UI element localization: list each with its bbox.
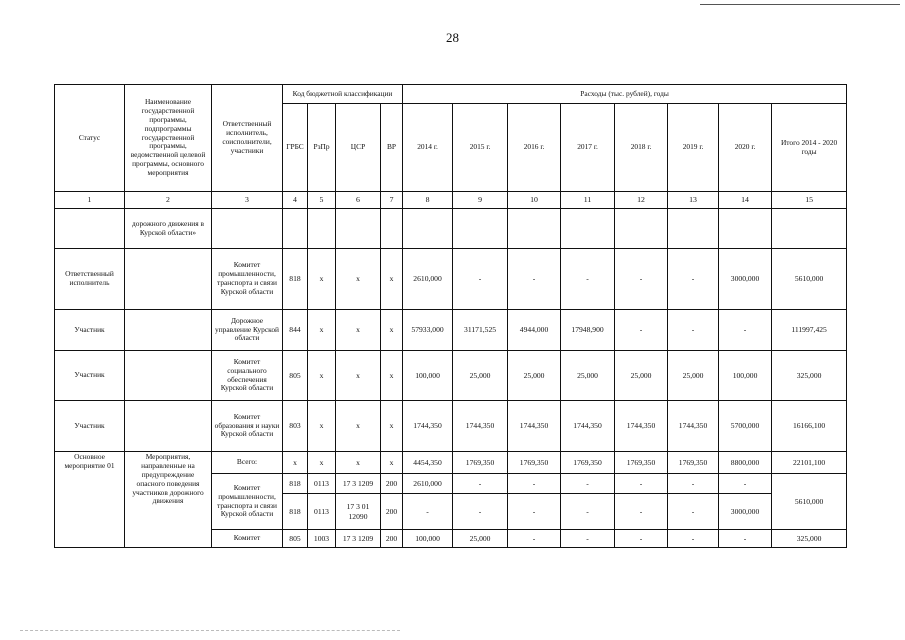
row-value: 2610,000 <box>403 249 453 310</box>
row-value: - <box>615 530 668 548</box>
row-status: Участник <box>55 310 125 351</box>
row-csr: х <box>336 351 381 401</box>
index-cell: 2 <box>125 192 212 209</box>
row-value: - <box>668 310 719 351</box>
row-value: 1744,350 <box>453 401 508 452</box>
row-status: Ответственный исполнитель <box>55 249 125 310</box>
row-vr: х <box>381 351 403 401</box>
row-value: 25,000 <box>453 351 508 401</box>
row-value: 31171,525 <box>453 310 508 351</box>
table-row <box>55 310 847 351</box>
top-rule <box>700 4 900 5</box>
row-total: 111997,425 <box>772 310 847 351</box>
row-grbs: х <box>283 452 308 474</box>
budget-table <box>54 84 847 548</box>
row-value: - <box>403 494 453 530</box>
row-vr: 200 <box>381 494 403 530</box>
row-csr: 17 3 01 12090 <box>336 494 381 530</box>
row-grbs: 803 <box>283 401 308 452</box>
row-name: дорожного движения в Курской области» <box>125 209 212 249</box>
row-value: - <box>719 530 772 548</box>
row-executor: Комитет промышленности, транспорта и связи Курской области <box>212 474 283 530</box>
scan-artifact <box>20 630 400 632</box>
header-year: 2018 г. <box>615 104 668 192</box>
row-rzpr: 0113 <box>308 494 336 530</box>
row-value: 4454,350 <box>403 452 453 474</box>
header-grbs: ГРБС <box>283 104 308 192</box>
table-row <box>55 401 847 452</box>
row-value: - <box>561 494 615 530</box>
index-cell: 11 <box>561 192 615 209</box>
row-executor: Комитет промышленности, транспорта и связи Курской области <box>212 249 283 310</box>
header-total: Итого 2014 - 2020 годы <box>772 104 847 192</box>
row-total: 325,000 <box>772 351 847 401</box>
row-value: - <box>561 530 615 548</box>
row-executor: Всего: <box>212 452 283 474</box>
row-total: 325,000 <box>772 530 847 548</box>
row-executor: Дорожное управление Курской области <box>212 310 283 351</box>
row-vr: 200 <box>381 530 403 548</box>
row-vr: х <box>381 249 403 310</box>
index-row <box>55 192 847 209</box>
header-expenses: Расходы (тыс. рублей), годы <box>403 85 847 104</box>
row-value: - <box>561 474 615 494</box>
index-cell: 12 <box>615 192 668 209</box>
index-cell: 7 <box>381 192 403 209</box>
row-value: - <box>508 474 561 494</box>
row-status: Участник <box>55 401 125 452</box>
row-value: 25,000 <box>615 351 668 401</box>
row-vr: х <box>381 401 403 452</box>
row-value: 25,000 <box>561 351 615 401</box>
row-value: 57933,000 <box>403 310 453 351</box>
index-cell: 6 <box>336 192 381 209</box>
row-csr: х <box>336 452 381 474</box>
row-executor: Комитет социального обеспечения Курской области <box>212 351 283 401</box>
header-year: 2019 г. <box>668 104 719 192</box>
row-value: 17948,900 <box>561 310 615 351</box>
header-year: 2014 г. <box>403 104 453 192</box>
row-rzpr: х <box>308 401 336 452</box>
row-value: 25,000 <box>453 530 508 548</box>
table-row <box>55 351 847 401</box>
index-cell: 5 <box>308 192 336 209</box>
row-value: - <box>615 474 668 494</box>
row-total: 22101,100 <box>772 452 847 474</box>
row-value: - <box>615 494 668 530</box>
row-value: 1769,350 <box>668 452 719 474</box>
row-rzpr: х <box>308 452 336 474</box>
index-cell: 13 <box>668 192 719 209</box>
header-year: 2016 г. <box>508 104 561 192</box>
row-grbs: 818 <box>283 494 308 530</box>
row-value: - <box>508 494 561 530</box>
header-year: 2020 г. <box>719 104 772 192</box>
row-grbs: 805 <box>283 530 308 548</box>
row-value: 1769,350 <box>615 452 668 474</box>
row-value: 2610,000 <box>403 474 453 494</box>
row-rzpr: 1003 <box>308 530 336 548</box>
table-row <box>55 249 847 310</box>
header-responsible: Ответственный исполнитель, соисполнители, участники <box>212 85 283 192</box>
row-total: 5610,000 <box>772 249 847 310</box>
row-value: 8800,000 <box>719 452 772 474</box>
row-value: 1769,350 <box>453 452 508 474</box>
row-value: - <box>453 249 508 310</box>
row-csr: х <box>336 401 381 452</box>
row-value: - <box>508 530 561 548</box>
header-vr: ВР <box>381 104 403 192</box>
row-grbs: 818 <box>283 474 308 494</box>
row-value: - <box>615 310 668 351</box>
header-year: 2017 г. <box>561 104 615 192</box>
row-value: 1769,350 <box>508 452 561 474</box>
row-rzpr: 0113 <box>308 474 336 494</box>
row-value: - <box>668 494 719 530</box>
header-rzpr: РзПр <box>308 104 336 192</box>
row-value: - <box>561 249 615 310</box>
index-cell: 3 <box>212 192 283 209</box>
header-status: Статус <box>55 85 125 192</box>
row-status: Участник <box>55 351 125 401</box>
row-value: 1744,350 <box>615 401 668 452</box>
index-cell: 8 <box>403 192 453 209</box>
row-csr: 17 3 1209 <box>336 530 381 548</box>
row-total: 5610,000 <box>772 474 847 530</box>
index-cell: 10 <box>508 192 561 209</box>
row-value: 3000,000 <box>719 494 772 530</box>
row-csr: х <box>336 310 381 351</box>
row-name: Мероприятия, направленные на предупреждение опасного поведения участников дорожного движения <box>125 452 212 548</box>
row-executor: Комитет образования и науки Курской области <box>212 401 283 452</box>
row-executor: Комитет <box>212 530 283 548</box>
row-value: - <box>719 474 772 494</box>
row-value: - <box>719 310 772 351</box>
header-name: Наименование государственной программы, подпрограммы государственной программы, ведомственной целевой программы, основного мероприятия <box>125 85 212 192</box>
row-value: 1769,350 <box>561 452 615 474</box>
row-grbs: 805 <box>283 351 308 401</box>
row-value: 1744,350 <box>403 401 453 452</box>
row-vr: х <box>381 452 403 474</box>
header-row-1 <box>55 85 847 104</box>
row-value: 1744,350 <box>668 401 719 452</box>
row-value: 1744,350 <box>561 401 615 452</box>
row-value: 1744,350 <box>508 401 561 452</box>
row-value: 25,000 <box>668 351 719 401</box>
index-cell: 9 <box>453 192 508 209</box>
row-value: - <box>668 474 719 494</box>
header-year: 2015 г. <box>453 104 508 192</box>
index-cell: 4 <box>283 192 308 209</box>
row-value: - <box>668 530 719 548</box>
row-rzpr: х <box>308 249 336 310</box>
row-value: - <box>453 494 508 530</box>
row-csr: 17 3 1209 <box>336 474 381 494</box>
row-value: 4944,000 <box>508 310 561 351</box>
row-value: - <box>615 249 668 310</box>
table-row <box>55 452 847 474</box>
row-value: 25,000 <box>508 351 561 401</box>
row-total: 16166,100 <box>772 401 847 452</box>
header-csr: ЦСР <box>336 104 381 192</box>
row-csr: х <box>336 249 381 310</box>
row-value: 100,000 <box>403 530 453 548</box>
row-grbs: 818 <box>283 249 308 310</box>
row-value: 3000,000 <box>719 249 772 310</box>
row-grbs: 844 <box>283 310 308 351</box>
row-rzpr: х <box>308 310 336 351</box>
row-value: 5700,000 <box>719 401 772 452</box>
row-value: 100,000 <box>403 351 453 401</box>
row-value: - <box>508 249 561 310</box>
header-budget-code: Код бюджетной классификации <box>283 85 403 104</box>
row-rzpr: х <box>308 351 336 401</box>
row-value: 100,000 <box>719 351 772 401</box>
row-value: - <box>668 249 719 310</box>
row-value: - <box>453 474 508 494</box>
index-cell: 1 <box>55 192 125 209</box>
index-cell: 14 <box>719 192 772 209</box>
index-cell: 15 <box>772 192 847 209</box>
row-vr: 200 <box>381 474 403 494</box>
row-vr: х <box>381 310 403 351</box>
table-row <box>55 209 847 249</box>
page-number: 28 <box>446 30 459 45</box>
row-status: Основное мероприятие 01 <box>55 452 125 548</box>
